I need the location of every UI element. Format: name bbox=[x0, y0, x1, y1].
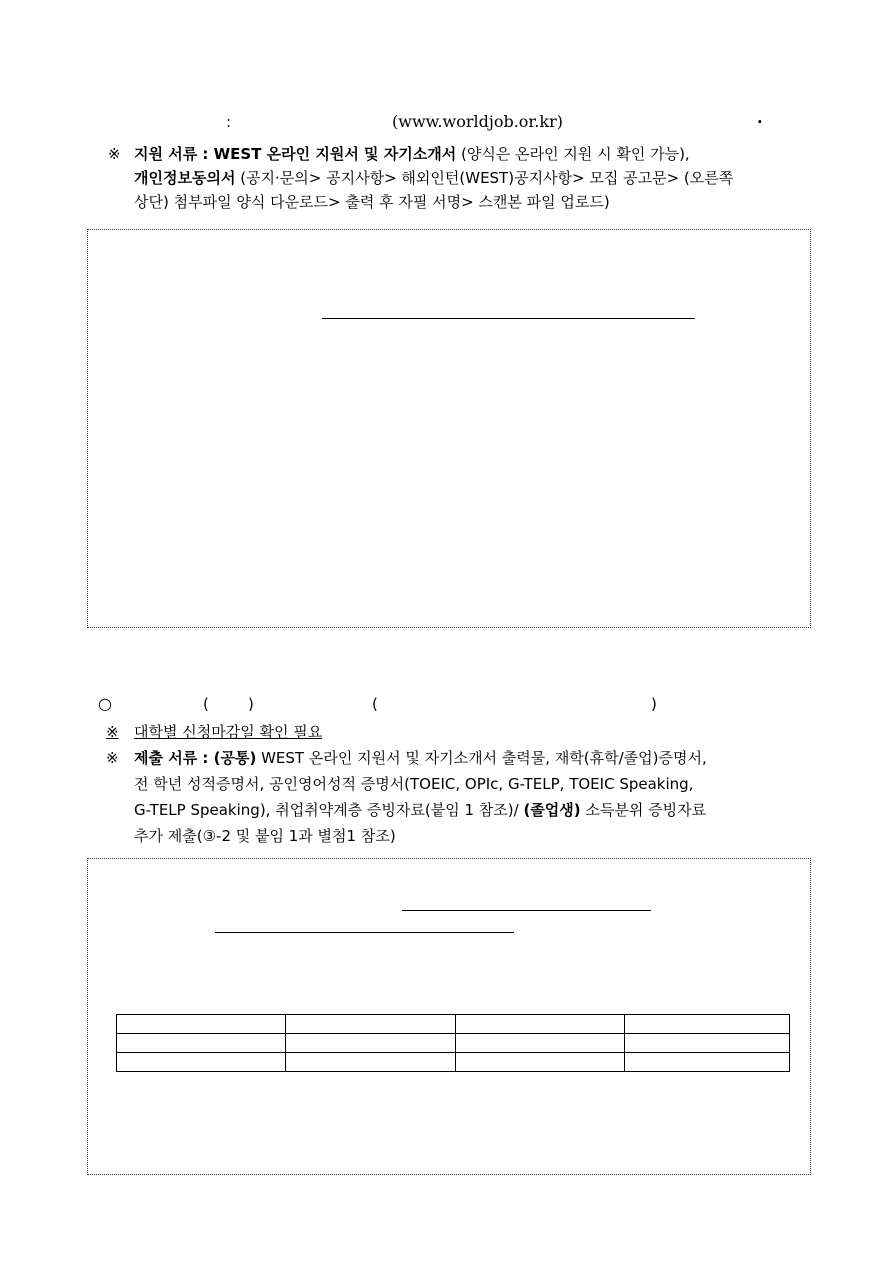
docs-text-2: (공지·문의> 공지사항> 해외인턴(WEST)공지사항> 모집 공고문> (오른쪽 bbox=[235, 169, 734, 187]
consent-label: 개인정보동의서 bbox=[134, 169, 236, 187]
table-cell bbox=[456, 1015, 625, 1034]
table-cell bbox=[625, 1053, 790, 1072]
deadline-note bbox=[134, 720, 322, 744]
submit-text-3b: 소득분위 증빙자료 bbox=[580, 801, 707, 819]
paren1-close: ) bbox=[248, 695, 254, 713]
table-cell bbox=[625, 1034, 790, 1053]
submit-text-1: WEST 온라인 지원서 및 자기소개서 출력물, 재학(휴학/졸업)증명서, bbox=[256, 749, 707, 767]
table-cell bbox=[117, 1015, 286, 1034]
table-row bbox=[117, 1015, 790, 1034]
docs-note-mark: ※ bbox=[108, 145, 121, 163]
empty-table bbox=[116, 1014, 790, 1072]
section2-underline-2 bbox=[215, 932, 514, 933]
worldjob-url: (www.worldjob.or.kr) bbox=[392, 112, 563, 131]
table-cell bbox=[117, 1034, 286, 1053]
section1-underline bbox=[322, 318, 695, 319]
section1-box bbox=[87, 229, 811, 628]
table-cell bbox=[625, 1015, 790, 1034]
docs-line-2 bbox=[134, 166, 810, 190]
table-cell bbox=[285, 1034, 456, 1053]
table-cell bbox=[285, 1053, 456, 1072]
docs-line-1 bbox=[134, 142, 810, 166]
section2-box bbox=[87, 858, 811, 1175]
docs-line-3: 상단) 첨부파일 양식 다운로드> 출력 후 자필 서명> 스캔본 파일 업로드) bbox=[134, 193, 610, 211]
deadline-note-text: 대학별 신청마감일 확인 필요 bbox=[134, 723, 323, 741]
docs-text-1: (양식은 온라인 지원 시 확인 가능), bbox=[456, 145, 690, 163]
deadline-note-mark bbox=[106, 720, 119, 744]
table-cell bbox=[456, 1034, 625, 1053]
deadline-mark: ※ bbox=[106, 723, 119, 741]
header-dot: · bbox=[757, 113, 763, 131]
graduate-label: (졸업생) bbox=[523, 801, 581, 819]
submit-line-4: 추가 제출(③-2 및 붙임 1과 별첨1 참조) bbox=[134, 827, 396, 845]
submit-label: 제출 서류 : (공통) bbox=[134, 749, 257, 767]
docs-label: 지원 서류 : WEST 온라인 지원서 및 자기소개서 bbox=[134, 145, 457, 163]
paren2-open: ( bbox=[372, 695, 378, 713]
paren1-open: ( bbox=[203, 695, 209, 713]
submit-note-mark: ※ bbox=[106, 749, 119, 767]
table-cell bbox=[285, 1015, 456, 1034]
table-cell bbox=[117, 1053, 286, 1072]
section2-bullet: ○ bbox=[98, 694, 112, 713]
table-row bbox=[117, 1034, 790, 1053]
header-colon: : bbox=[226, 113, 232, 131]
table-row bbox=[117, 1053, 790, 1072]
section2-underline-1 bbox=[402, 910, 651, 911]
paren2-close: ) bbox=[651, 695, 657, 713]
submit-line-1 bbox=[134, 746, 810, 770]
submit-line-2: 전 학년 성적증명서, 공인영어성적 증명서(TOEIC, OPIc, G-TELP, TOEIC Speaking, bbox=[134, 775, 694, 793]
submit-line-3 bbox=[134, 798, 810, 822]
table-cell bbox=[456, 1053, 625, 1072]
submit-text-3a: G-TELP Speaking), 취업취약계층 증빙자료(붙임 1 참조)/ bbox=[134, 801, 524, 819]
